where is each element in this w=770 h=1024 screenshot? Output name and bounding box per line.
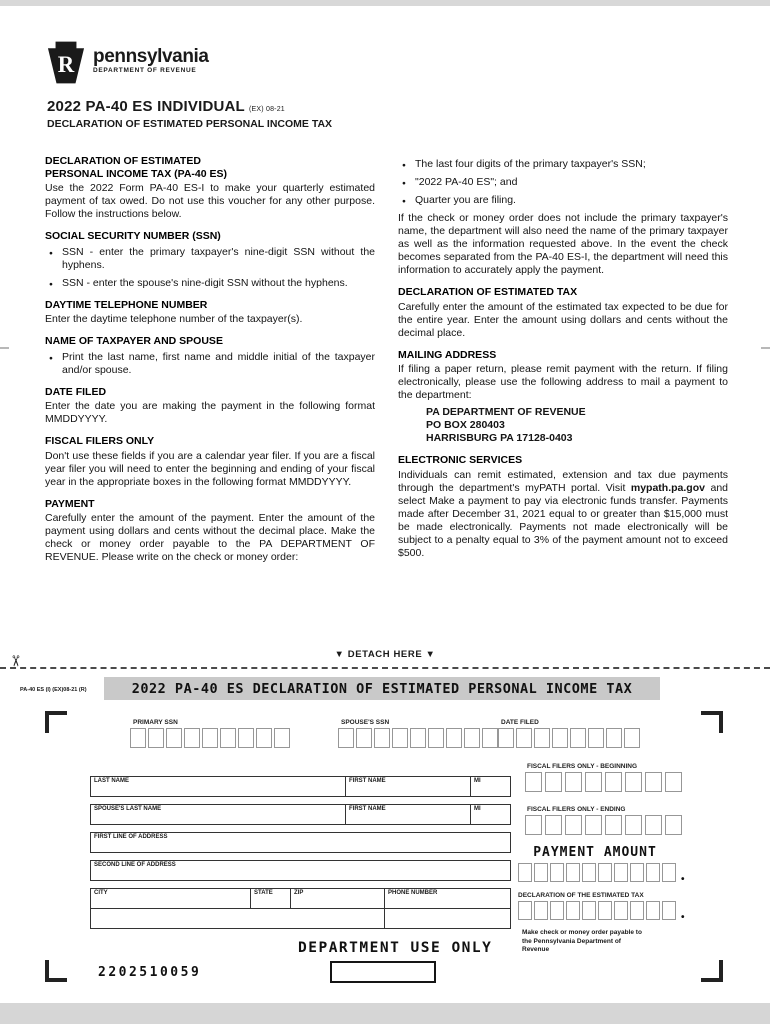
section-body: Enter the daytime telephone number of the taxpayer(s). [45,313,303,325]
section-heading: PAYMENT [45,497,95,510]
last-name-field[interactable]: LAST NAME [90,776,346,797]
declaration-estimated-tax-input[interactable] [518,901,676,920]
table-row [90,908,511,929]
section-body: Don't use these fields if you are a calendar year filer. If you are a fiscal year filer you will need to enter the beginning and ending of your fiscal year in the appropriate boxes in the following format MMDDYYYY. [45,449,375,488]
section-heading: NAME OF TAXPAYER AND SPOUSE [45,335,223,347]
bullet-item: ● Print the last name, first name and middle initial of the taxpayer and/or spouse. [62,351,375,377]
middle-initial-field[interactable]: MI [470,776,511,797]
table-row [90,832,511,853]
input-box[interactable] [662,901,676,920]
input-box[interactable] [166,728,182,748]
department-use-only-label: DEPARTMENT USE ONLY [298,940,493,956]
form-title-revision: (EX) 08-21 [249,106,285,113]
section-heading: DECLARATION OF ESTIMATED TAX [398,286,578,298]
body-text: Individuals can remit estimated, extension and tax due payments through the department's myPATH portal. Visit [398,468,728,494]
spouse-ssn-label: SPOUSE'S SSN [341,719,390,726]
input-box[interactable] [585,772,602,792]
input-box[interactable] [565,815,582,835]
bullet-list [45,246,375,290]
first-name-field[interactable]: FIRST NAME [345,776,471,797]
section-electronic-services [398,454,728,560]
brand-text [93,47,209,74]
section-declaration-of-estimated-tax [398,286,728,340]
input-box[interactable] [566,901,580,920]
city-field[interactable]: CITY [90,888,251,909]
revenue-logo [47,40,209,85]
declaration-estimated-tax-label: DECLARATION OF THE ESTIMATED TAX [518,892,644,899]
input-box[interactable] [646,863,660,882]
payment-amount-input[interactable] [518,863,676,882]
crop-mark-bottom-left [45,960,67,982]
input-box[interactable] [566,863,580,882]
bullet-list [398,158,728,207]
input-box[interactable] [665,772,682,792]
instructions-right-column [398,155,728,565]
address-line: PA DEPARTMENT OF REVENUE [426,406,586,418]
address-line2-field[interactable]: SECOND LINE OF ADDRESS [90,860,511,881]
input-box[interactable] [598,901,612,920]
bullet-item: ● SSN - enter the primary taxpayer's nine-digit SSN without the hyphens. [62,246,375,272]
input-box[interactable] [646,901,660,920]
section-heading: MAILING ADDRESS [398,348,497,361]
fiscal-beginning-label: FISCAL FILERS ONLY - BEGINNING [527,763,638,770]
heading-line: DECLARATION OF ESTIMATED [45,155,201,167]
input-box[interactable] [565,772,582,792]
mailing-address-block [426,406,728,445]
address-line: PO BOX 280403 [426,419,505,431]
input-box[interactable] [518,901,532,920]
fiscal-beginning-input[interactable] [525,772,682,792]
input-box[interactable] [446,728,462,748]
phone-number-field[interactable]: PHONE NUMBER [384,888,511,909]
blank-field[interactable] [90,908,385,929]
input-box[interactable] [498,728,514,748]
section-body: If filing a paper return, please remit payment with the return. If filing electronically, please use the following address to mail a payment to the department: [398,363,728,401]
table-row [90,776,511,797]
input-box[interactable] [550,901,564,920]
input-box[interactable] [338,728,354,748]
input-box[interactable] [356,728,372,748]
section-mailing-address [398,349,728,446]
section-payment [45,498,375,565]
section-heading [45,155,375,180]
section-body: Enter the date you are making the payment in the following format MMDDYYYY. [45,400,375,425]
input-box[interactable] [184,728,200,748]
spouse-ssn-input[interactable] [338,728,498,748]
address-line1-field[interactable]: FIRST LINE OF ADDRESS [90,832,511,853]
bullet-item: ● The last four digits of the primary taxpayer's SSN; [415,158,728,171]
input-box[interactable] [645,815,662,835]
scan-edge-top [0,0,770,6]
form-subtitle: DECLARATION OF ESTIMATED PERSONAL INCOME TAX [47,118,333,130]
table-row [90,888,511,909]
payment-amount-label: PAYMENT AMOUNT [533,845,657,860]
input-box[interactable] [148,728,164,748]
section-body [398,469,728,560]
input-box[interactable] [518,863,532,882]
input-box[interactable] [630,901,644,920]
input-box[interactable] [662,863,676,882]
input-box[interactable] [614,901,628,920]
declaration-decimal-point: • [681,912,685,923]
input-box[interactable] [606,728,622,748]
input-box[interactable] [570,728,586,748]
spouse-last-name-field[interactable]: SPOUSE'S LAST NAME [90,804,346,825]
section-date-filed [45,386,375,427]
section-body: Use the 2022 Form PA-40 ES-I to make your quarterly estimated payment of tax owed. Do not use this voucher for any other purpose. Follow the instructions below. [45,182,375,220]
section-declaration-pa40es [45,155,375,221]
input-box[interactable] [614,863,628,882]
input-box[interactable] [550,863,564,882]
input-box[interactable] [202,728,218,748]
table-row [90,860,511,881]
input-box[interactable] [582,863,596,882]
spouse-middle-initial-field[interactable]: MI [470,804,511,825]
bullet-list [45,351,375,377]
input-box[interactable] [274,728,290,748]
input-box[interactable] [534,901,548,920]
date-filed-input[interactable] [498,728,640,748]
instructions-left-column [45,155,375,565]
input-box[interactable] [588,728,604,748]
input-box[interactable] [665,815,682,835]
input-box[interactable] [220,728,236,748]
voucher-serial-number: 2202510059 [98,965,202,980]
fold-mark-right [761,347,770,349]
input-box[interactable] [552,728,568,748]
brand-name: pennsylvania [93,46,209,67]
section-heading: DATE FILED [45,385,107,398]
payment-decimal-point: • [681,874,685,885]
crop-mark-bottom-right [701,960,723,982]
svg-text:R: R [57,52,75,77]
input-box[interactable] [534,863,548,882]
table-row [90,804,511,825]
primary-ssn-label: PRIMARY SSN [133,719,178,726]
section-heading: FISCAL FILERS ONLY [45,435,155,447]
form-title-text: 2022 PA-40 ES INDIVIDUAL [47,98,245,115]
scan-edge-bottom [0,1003,770,1024]
input-box[interactable] [428,728,444,748]
input-box[interactable] [130,728,146,748]
input-box[interactable] [238,728,254,748]
input-box[interactable] [605,772,622,792]
name-address-table [90,776,511,936]
section-heading: DAYTIME TELEPHONE NUMBER [45,298,208,311]
input-box[interactable] [582,901,596,920]
input-box[interactable] [605,815,622,835]
crop-mark-top-right [701,711,723,733]
section-fiscal-filers [45,435,375,489]
date-filed-label: DATE FILED [501,719,539,726]
zip-field[interactable]: ZIP [290,888,385,909]
check-payable-note: Make check or money order payable to the Pennsylvania Department of Revenue [522,929,642,953]
instructions [45,155,728,565]
input-box[interactable] [534,728,550,748]
section-heading: ELECTRONIC SERVICES [398,454,523,466]
fiscal-ending-input[interactable] [525,815,682,835]
keystone-icon [47,40,85,85]
input-box[interactable] [392,728,408,748]
bullet-item: ● SSN - enter the spouse's nine-digit SSN without the hyphens. [62,277,375,290]
input-box[interactable] [630,863,644,882]
input-box[interactable] [625,815,642,835]
section-body: If the check or money order does not include the primary taxpayer's name, the department will also need the name of the primary taxpayer as well as the information requested above. In the event the check becomes separated from the PA-40 ES-I, the department will need this information to accurately apply the payment. [398,212,728,276]
input-box[interactable] [598,863,612,882]
input-box[interactable] [525,772,542,792]
input-box[interactable] [464,728,480,748]
section-check-memo-items [398,158,728,277]
input-box[interactable] [525,815,542,835]
address-line: HARRISBURG PA 17128-0403 [426,432,573,444]
input-box[interactable] [410,728,426,748]
input-box[interactable] [625,772,642,792]
state-field[interactable]: STATE [250,888,291,909]
bullet-item: ● "2022 PA-40 ES"; and [415,176,728,189]
input-box[interactable] [482,728,498,748]
voucher-title-bar: 2022 PA-40 ES DECLARATION OF ESTIMATED PERSONAL INCOME TAX [104,677,660,700]
mypath-url: mypath.pa.gov [630,481,705,494]
section-body: Carefully enter the amount of the estimated tax expected to be due for the entire year. Enter the amount using dollars and cents without the decimal place. [398,300,728,339]
voucher-form-code: PA-40 ES (I) (EX)08-21 (R) [20,687,87,693]
input-box[interactable] [374,728,390,748]
crop-mark-top-left [45,711,67,733]
input-box[interactable] [545,815,562,835]
section-name-of-taxpayer [45,335,375,377]
section-body: Carefully enter the amount of the payment. Enter the amount of the payment using dollars and cents without the decimal place. Make the check or money order payable to the PA DEPARTMENT OF REVENUE. Please write on the check or money order: [45,512,375,563]
spouse-first-name-field[interactable]: FIRST NAME [345,804,471,825]
body-text: and select Make a payment to pay via electronic funds transfer. Payments made after December 31, 2021 equal to or greater than $15,000 must be made electronically. Payments not made electronically will be subject to a penalty equal to 3% of the payment amount not to exceed $500. [398,481,729,559]
blank-field[interactable] [384,908,511,929]
input-box[interactable] [545,772,562,792]
scissors-icon: ✂ [6,654,24,668]
detach-dashed-line [0,667,770,669]
input-box[interactable] [585,815,602,835]
primary-ssn-input[interactable] [130,728,290,748]
department-use-only-box[interactable] [330,961,436,983]
fold-mark-left [0,347,9,349]
input-box[interactable] [645,772,662,792]
heading-line: PERSONAL INCOME TAX (PA-40 ES) [45,167,228,180]
input-box[interactable] [624,728,640,748]
section-ssn [45,230,375,290]
detach-here-label: ▼ DETACH HERE ▼ [334,649,436,660]
input-box[interactable] [516,728,532,748]
fiscal-ending-label: FISCAL FILERS ONLY - ENDING [527,806,626,813]
section-daytime-telephone [45,299,375,327]
bullet-item: ● Quarter you are filing. [415,194,728,207]
input-box[interactable] [256,728,272,748]
form-title [47,98,285,115]
brand-department: DEPARTMENT OF REVENUE [93,67,197,74]
section-heading: SOCIAL SECURITY NUMBER (SSN) [45,230,221,242]
